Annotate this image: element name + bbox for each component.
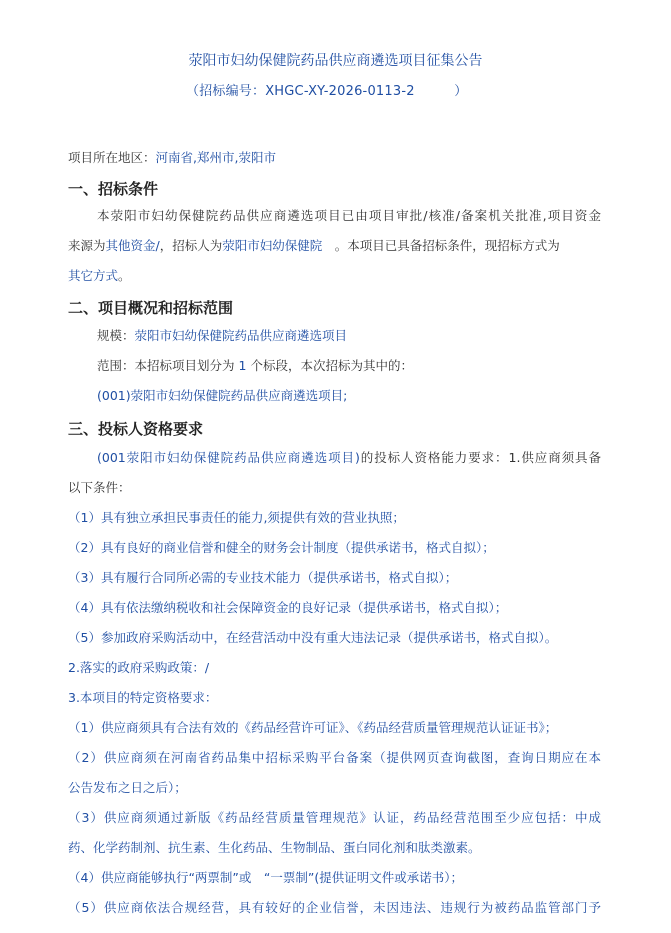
section-heading-qualifications: 三、投标人资格要求 bbox=[68, 420, 204, 438]
section-heading-conditions: 一、招标条件 bbox=[68, 180, 159, 198]
lot-reference: (001荥阳市妇幼保健院药品供应商遴选项目) bbox=[97, 450, 360, 465]
scope-text-a: 范围：本招标项目划分为 bbox=[97, 358, 235, 373]
condition-1: （1）具有独立承担民事责任的能力,须提供有效的营业执照； bbox=[68, 510, 405, 525]
funding-label: 来源为 bbox=[68, 238, 106, 253]
lot-item: (001)荥阳市妇幼保健院药品供应商遴选项目; bbox=[97, 388, 348, 403]
special-2-line-2: 公告发布之日之后）； bbox=[68, 780, 187, 795]
conditions-line-2 bbox=[68, 238, 560, 254]
scale-label: 规模： bbox=[97, 328, 135, 343]
bid-number: （招标编号：XHGC-XY-2026-0113-2 ） bbox=[186, 84, 468, 99]
scale-line bbox=[97, 328, 347, 344]
period: 。 bbox=[118, 268, 131, 283]
conditions-line-3 bbox=[68, 268, 131, 284]
scope-text-b: 个标段，本次招标为其中的： bbox=[250, 358, 413, 373]
qualification-intro-line-2: 以下条件： bbox=[68, 480, 131, 495]
conditions-line-1: 本荥阳市妇幼保健院药品供应商遴选项目已由项目审批/核准/备案机关批准,项目资金 bbox=[97, 208, 601, 223]
method-label: 。本项目已具备招标条件，现招标方式为 bbox=[322, 238, 560, 253]
condition-5: （5）参加政府采购活动中，在经营活动中没有重大违法记录（提供承诺书，格式自拟）。 bbox=[68, 630, 558, 645]
qualification-intro-line-1 bbox=[97, 450, 601, 466]
special-3-line-2: 药、化学药制剂、抗生素、生化药品、生物制品、蛋白同化剂和肽类激素。 bbox=[68, 840, 481, 855]
section-heading-overview: 二、项目概况和招标范围 bbox=[68, 299, 234, 317]
scale-value: 荥阳市妇幼保健院药品供应商遴选项目 bbox=[134, 328, 348, 343]
lot-count: 1 bbox=[238, 358, 247, 373]
special-2-line-1: （2）供应商须在河南省药品集中招标采购平台备案（提供网页查询截图，查询日期应在本 bbox=[68, 750, 601, 765]
project-region bbox=[68, 150, 276, 166]
special-4: （4）供应商能够执行“两票制”或 “一票制”(提供证明文件或承诺书）； bbox=[68, 870, 463, 885]
region-label: 项目所在地区： bbox=[68, 150, 156, 165]
condition-3: （3）具有履行合同所必需的专业技术能力（提供承诺书，格式自拟）； bbox=[68, 570, 458, 585]
scope-line bbox=[97, 358, 413, 374]
funding-source: 其他资金/ bbox=[105, 238, 160, 253]
special-3-line-1: （3）供应商须通过新版《药品经营质量管理规范》认证，药品经营范围至少应包括：中成 bbox=[68, 810, 601, 825]
condition-4: （4）具有依法缴纳税收和社会保障资金的良好记录（提供承诺书，格式自拟）； bbox=[68, 600, 508, 615]
special-1: （1）供应商须具有合法有效的《药品经营许可证》、《药品经营质量管理规范认证证书》； bbox=[68, 720, 558, 735]
intro-text: 的投标人资格能力要求：1.供应商须具备 bbox=[359, 450, 601, 465]
special-requirements-heading: 3.本项目的特定资格要求： bbox=[68, 690, 218, 705]
procurement-policy: 2.落实的政府采购政策：/ bbox=[68, 660, 210, 675]
tender-method: 其它方式 bbox=[68, 268, 119, 283]
page-title: 荥阳市妇幼保健院药品供应商遴选项目征集公告 bbox=[188, 53, 483, 69]
special-5-line-1: （5）供应商依法合规经营，具有较好的企业信誉，未因违法、违规行为被药品监管部门予 bbox=[68, 900, 601, 915]
tenderer-name: 荥阳市妇幼保健院 bbox=[222, 238, 323, 253]
tenderer-label: ，招标人为 bbox=[159, 238, 223, 253]
region-value: 河南省,郑州市,荥阳市 bbox=[155, 150, 276, 165]
condition-2: （2）具有良好的商业信誉和健全的财务会计制度（提供承诺书，格式自拟）； bbox=[68, 540, 495, 555]
